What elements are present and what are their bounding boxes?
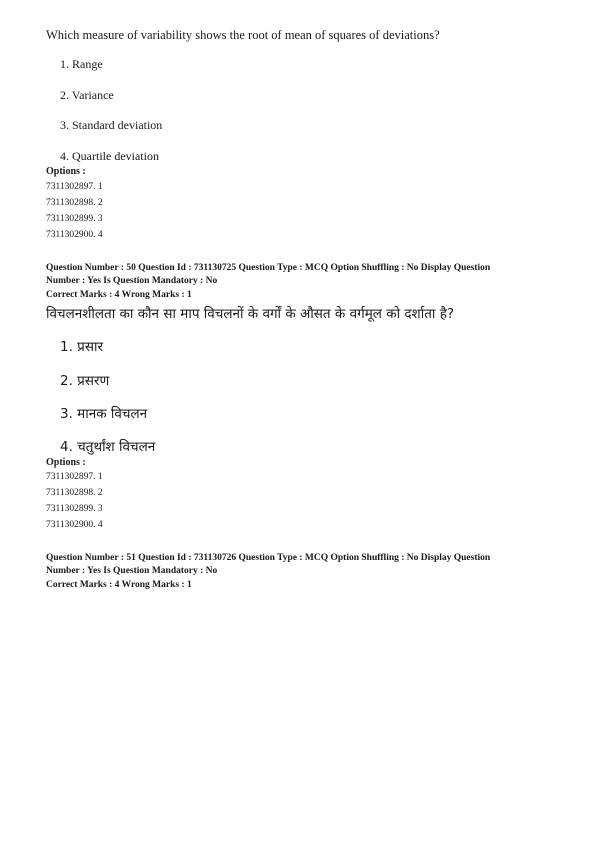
choice-2: 2. Variance — [60, 88, 114, 102]
question-meta-line-2: Number : Yes Is Question Mandatory : No — [46, 276, 218, 286]
choice-4-hindi: 4. चतुर्थांश विचलन — [60, 439, 156, 455]
question-meta-line-3: Correct Marks : 4 Wrong Marks : 1 — [46, 580, 192, 590]
choice-3-hindi: 3. मानक विचलन — [60, 406, 148, 422]
choice-1: 1. Range — [60, 57, 103, 71]
option-code-4: 7311302900. 4 — [46, 520, 103, 530]
option-code-1: 7311302897. 1 — [46, 472, 103, 482]
option-code-3: 7311302899. 3 — [46, 504, 103, 514]
question-text: Which measure of variability shows the root of mean of squares of deviations? — [46, 28, 440, 42]
choice-2-hindi: 2. प्रसरण — [60, 373, 110, 389]
option-code-2: 7311302898. 2 — [46, 198, 103, 208]
choice-4: 4. Quartile deviation — [60, 149, 159, 163]
choice-3: 3. Standard deviation — [60, 118, 163, 132]
option-code-4: 7311302900. 4 — [46, 230, 103, 240]
question-text-hindi: विचलनशीलता का कौन सा माप विचलनों के वर्गों के औसत के वर्गमूल को दर्शाता है? — [46, 306, 455, 322]
question-meta-line-1: Question Number : 51 Question Id : 731130726 Question Type : MCQ Option Shuffling : No Display Question — [46, 553, 491, 563]
question-meta-line-1: Question Number : 50 Question Id : 731130725 Question Type : MCQ Option Shuffling : No Display Question — [46, 263, 491, 273]
choice-1-hindi: 1. प्रसार — [60, 339, 103, 355]
option-code-2: 7311302898. 2 — [46, 488, 103, 498]
options-label: Options : — [46, 457, 86, 468]
options-label: Options : — [46, 166, 86, 177]
question-meta-line-3: Correct Marks : 4 Wrong Marks : 1 — [46, 290, 192, 300]
option-code-1: 7311302897. 1 — [46, 182, 103, 192]
question-meta-line-2: Number : Yes Is Question Mandatory : No — [46, 566, 218, 576]
option-code-3: 7311302899. 3 — [46, 214, 103, 224]
